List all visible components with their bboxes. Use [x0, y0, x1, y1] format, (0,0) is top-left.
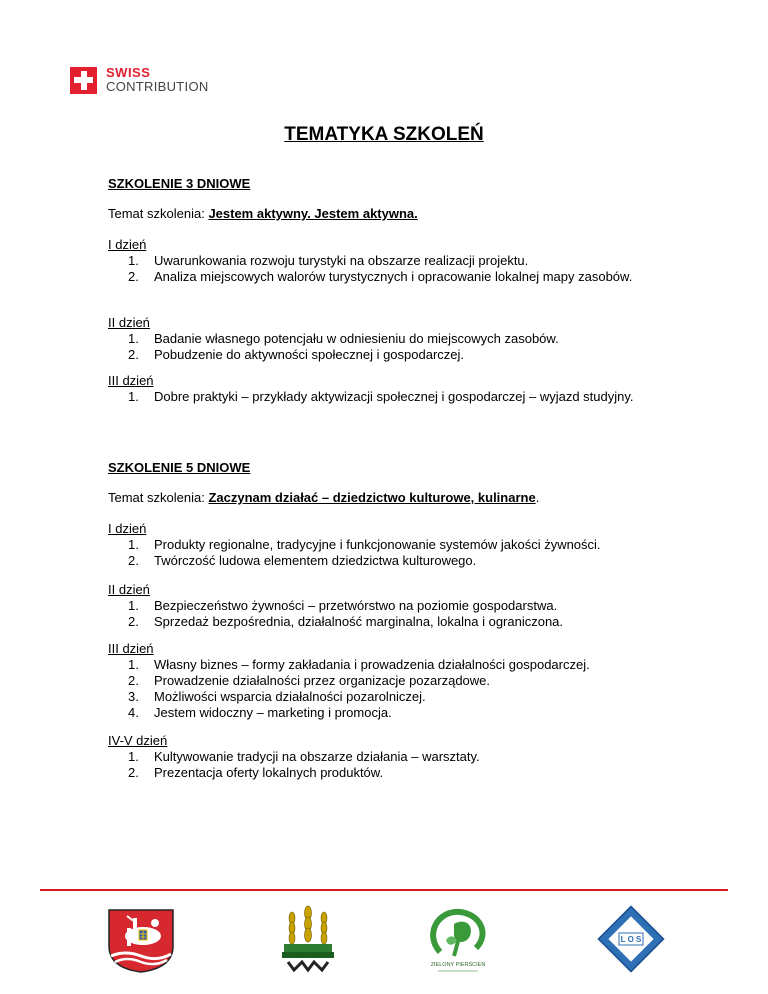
- list-item: 2. Analiza miejscowych walorów turystycznych i opracowanie lokalnej mapy zasobów.: [128, 269, 633, 284]
- s1-day-label-1: I dzień: [108, 237, 147, 252]
- los-logo-text: L O S: [620, 935, 642, 944]
- zielony-pierscien-logo-icon: [420, 904, 496, 976]
- logo-word-swiss: SWISS: [106, 65, 151, 80]
- list-item: 2. Twórczość ludowa elementem dziedzictwa kulturowego.: [128, 553, 477, 568]
- list-item: 1. Własny biznes – formy zakładania i prowadzenia działalności gospodarczej.: [128, 657, 590, 672]
- lgd-wheat-logo-icon: [278, 904, 338, 976]
- topic-label: Temat szkolenia:: [108, 490, 209, 505]
- s2-day3-list: [128, 657, 688, 721]
- section1-topic: [108, 206, 418, 221]
- list-item: 1. Badanie własnego potencjału w odniesieniu do miejscowych zasobów.: [128, 331, 559, 346]
- coat-of-arms-icon: [105, 906, 177, 974]
- s1-day1-list: [128, 253, 688, 285]
- list-item: 2. Prowadzenie działalności przez organizacje pozarządowe.: [128, 673, 491, 688]
- list-item: 1. Bezpieczeństwo żywności – przetwórstwo na poziomie gospodarstwa.: [128, 598, 558, 613]
- topic-label: Temat szkolenia:: [108, 206, 209, 221]
- topic-suffix: .: [535, 490, 540, 505]
- logo-text: [106, 66, 209, 94]
- s2-day2-list: [128, 598, 688, 630]
- topic-value: Zaczynam działać – dziedzictwo kulturowe, kulinarne: [208, 490, 536, 505]
- section2-topic: [108, 490, 539, 505]
- list-item: 1. Uwarunkowania rozwoju turystyki na obszarze realizacji projektu.: [128, 253, 529, 268]
- list-item: 1. Dobre praktyki – przykłady aktywizacji społecznej i gospodarczej – wyjazd studyjny.: [128, 389, 634, 404]
- logo-word-contribution: CONTRIBUTION: [106, 79, 209, 94]
- swiss-contribution-logo: [70, 66, 209, 94]
- list-item: 1. Kultywowanie tradycji na obszarze działania – warsztaty.: [128, 749, 480, 764]
- zielony-logo-text: ZIELONY PIERŚCIEŃ: [430, 962, 486, 968]
- footer-divider: [40, 889, 728, 891]
- s1-day-label-2: II dzień: [108, 315, 150, 330]
- s2-day-label-3: III dzień: [108, 641, 154, 656]
- s2-day-label-4: IV-V dzień: [108, 733, 168, 748]
- list-item: 3. Możliwości wsparcia działalności pozarolniczej.: [128, 689, 426, 704]
- s2-day-label-1: I dzień: [108, 521, 147, 536]
- list-item: 2. Sprzedaż bezpośrednia, działalność marginalna, lokalna i ograniczona.: [128, 614, 564, 629]
- list-item: 1. Produkty regionalne, tradycyjne i funkcjonowanie systemów jakości żywności.: [128, 537, 601, 552]
- s2-day4-list: [128, 749, 688, 781]
- document-title: TEMATYKA SZKOLEŃ: [284, 124, 484, 145]
- s1-day-label-3: III dzień: [108, 373, 154, 388]
- list-item: 2. Prezentacja oferty lokalnych produktów.: [128, 765, 384, 780]
- list-item: 4. Jestem widoczny – marketing i promocja.: [128, 705, 392, 720]
- los-logo-icon: [592, 902, 670, 976]
- list-item: 2. Pobudzenie do aktywności społecznej i gospodarczej.: [128, 347, 465, 362]
- topic-value: Jestem aktywny. Jestem aktywna.: [208, 206, 418, 221]
- s1-day2-list: [128, 331, 688, 363]
- swiss-flag-icon: [70, 67, 97, 94]
- section-heading-5-day: SZKOLENIE 5 DNIOWE: [108, 460, 251, 475]
- s1-day3-list: [128, 389, 688, 405]
- s2-day-label-2: II dzień: [108, 582, 150, 597]
- section-heading-3-day: SZKOLENIE 3 DNIOWE: [108, 176, 251, 191]
- s2-day1-list: [128, 537, 688, 569]
